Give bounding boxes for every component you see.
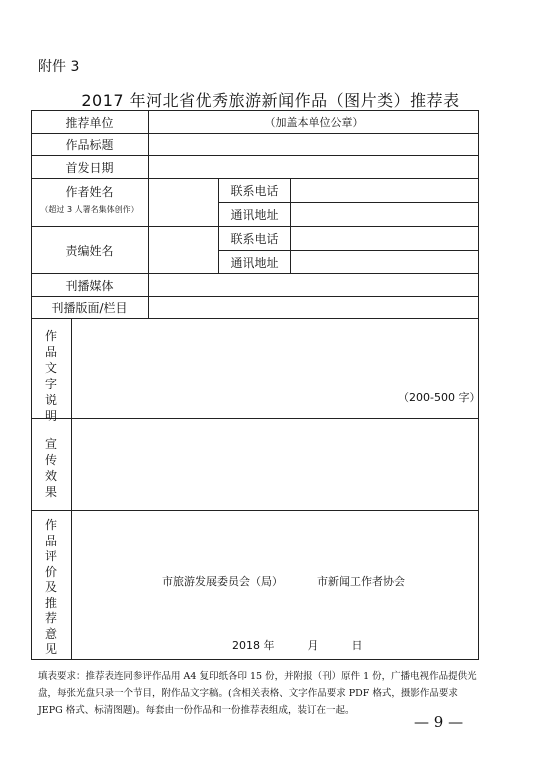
attachment-label: 附件 3 — [38, 59, 80, 75]
form-title: 2017 年河北省优秀旅游新闻作品（图片类）推荐表 — [81, 91, 460, 110]
evaluation-org-journalists: 市新闻工作者协会 — [317, 575, 405, 588]
author-name-label: 作者姓名 — [65, 184, 114, 199]
first-publish-date-label: 首发日期 — [65, 160, 114, 175]
editor-address-label: 通讯地址 — [230, 255, 279, 270]
author-address-field[interactable] — [291, 203, 479, 226]
author-name-note: （超过 3 人署名集体创作） — [40, 204, 139, 214]
editor-phone-field[interactable] — [291, 227, 479, 250]
editor-name-label: 责编姓名 — [65, 243, 114, 258]
recommending-unit-label: 推荐单位 — [65, 115, 114, 130]
effect-field[interactable] — [72, 419, 479, 510]
author-phone-field[interactable] — [291, 179, 479, 202]
evaluation-label: 作 品 评 价 及 推 荐 意 见 — [44, 518, 57, 656]
editor-phone-label: 联系电话 — [230, 232, 279, 246]
work-title-label: 作品标题 — [65, 138, 114, 152]
media-label: 刊播媒体 — [65, 278, 114, 293]
author-phone-label: 联系电话 — [230, 184, 279, 198]
description-label: 作 品 文 字 说 明 — [44, 329, 57, 423]
page-column-label: 刊播版面/栏目 — [51, 301, 128, 315]
media-field[interactable] — [149, 274, 479, 296]
page-number: — 9 — — [414, 713, 464, 731]
recommending-unit-hint: （加盖本单位公章） — [264, 116, 364, 129]
editor-name-field[interactable] — [149, 227, 218, 273]
page-column-field[interactable] — [149, 297, 479, 318]
author-name-field[interactable] — [149, 179, 218, 226]
evaluation-org-tourism: 市旅游发展委员会（局） — [162, 575, 283, 588]
effect-label: 宣 传 效 果 — [44, 437, 57, 499]
evaluation-date: 2018 年 月 日 — [232, 639, 363, 652]
footer-note: 填表要求：推荐表连同参评作品用 A4 复印纸各印 15 份，并附报（刊）原件 1 份，广播电视作品提供光盘，每张光盘只录一个节目，附作品文字稿。(含相关表格、文字作品要求 PDF 格式，摄影作品要求 JEPG 格式、标清图题)。每套由一份作品和一份推荐表组成，装订在一起。 — [38, 671, 477, 716]
editor-address-field[interactable] — [291, 251, 479, 273]
description-limit: （200-500 字） — [398, 391, 481, 404]
work-title-field[interactable] — [149, 134, 479, 155]
author-address-label: 通讯地址 — [230, 208, 279, 222]
first-publish-date-field[interactable] — [149, 156, 479, 178]
